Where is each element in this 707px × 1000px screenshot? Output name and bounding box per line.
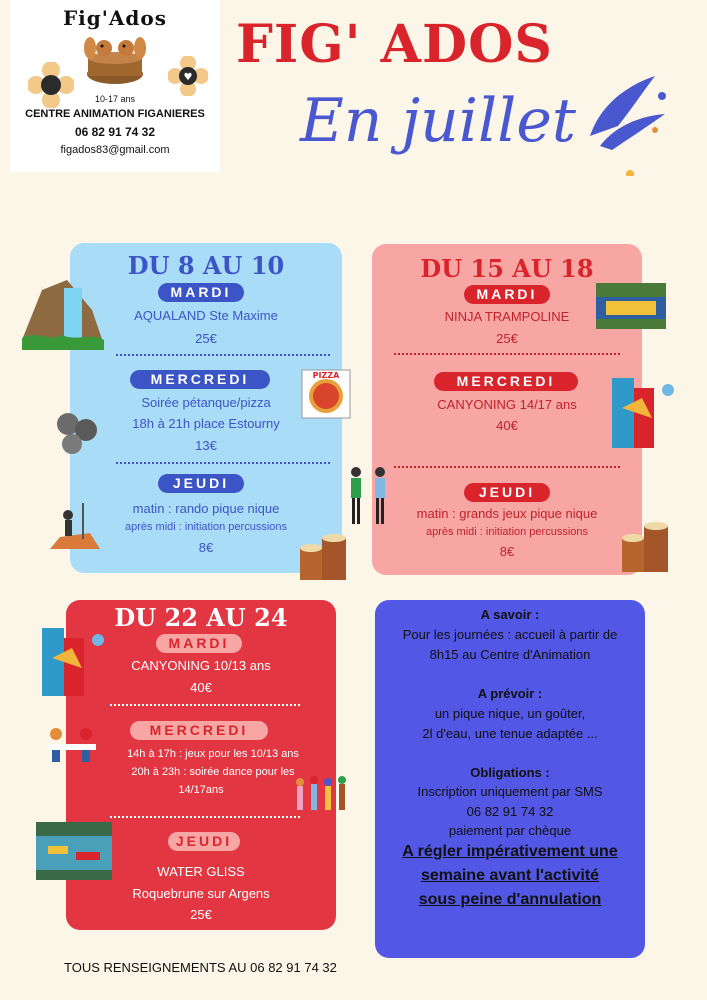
info-warning-line1: A régler impérativement une xyxy=(402,843,618,860)
week2-jeudi-morning: matin : grands jeux pique nique xyxy=(416,506,598,521)
week2-jeudi-label: JEUDI xyxy=(464,483,550,502)
week3-title: DU 22 AU 24 xyxy=(114,603,288,632)
drums-image xyxy=(620,520,670,574)
week3-mercredi-line3: 14/17ans xyxy=(178,784,224,796)
drums-image xyxy=(298,530,348,582)
board-game-image xyxy=(44,722,100,764)
info-obligations-line3: paiement par chèque xyxy=(448,823,572,838)
week2-mardi-label: MARDI xyxy=(464,285,550,304)
squirrels-basket-icon xyxy=(82,34,148,86)
subtitle: En juillet xyxy=(300,86,576,156)
info-obligations-phone: 06 82 91 74 32 xyxy=(466,804,554,819)
separator xyxy=(110,704,300,706)
week1-mercredi-label: MERCREDI xyxy=(130,370,270,389)
week1-title: DU 8 AU 10 xyxy=(127,251,285,280)
week1-jeudi-price: 8€ xyxy=(198,540,214,555)
petanque-balls-image xyxy=(54,410,100,456)
week3-card xyxy=(66,600,336,930)
water-park-image xyxy=(36,822,112,880)
pizza-box-label: PIZZA xyxy=(312,371,340,380)
week1-jeudi-label: JEUDI xyxy=(158,474,244,493)
main-title: FIG' ADOS xyxy=(236,14,553,75)
week2-jeudi-price: 8€ xyxy=(499,544,515,559)
logo-name: Fig'Ados xyxy=(62,6,167,30)
separator xyxy=(110,816,300,818)
heart-flower-icon xyxy=(168,56,208,96)
logo-phone: 06 82 91 74 32 xyxy=(74,125,156,139)
week1-mercredi-price: 13€ xyxy=(195,438,217,453)
week1-jeudi-morning: matin : rando pique nique xyxy=(132,501,280,516)
separator xyxy=(394,353,620,355)
week2-mercredi-price: 40€ xyxy=(496,418,518,433)
week3-jeudi-location: Roquebrune sur Argens xyxy=(132,886,270,901)
paint-splash-icon xyxy=(570,66,670,176)
week1-mercredi-time: 18h à 21h place Estourny xyxy=(132,416,280,431)
canyoning-image xyxy=(42,628,106,696)
info-prevoir-line2: 2l d'eau, une tenue adaptée ... xyxy=(422,726,598,741)
week3-jeudi-price: 25€ xyxy=(190,907,212,922)
logo-age: 10-17 ans xyxy=(94,94,136,104)
week1-mardi-price: 25€ xyxy=(195,331,217,346)
week3-mardi-price: 40€ xyxy=(190,680,212,695)
info-prevoir-line1: un pique nique, un goûter, xyxy=(434,706,586,721)
logo xyxy=(10,0,220,172)
info-warning-line2: semaine avant l'activité xyxy=(420,867,600,884)
week2-mercredi-activity: CANYONING 14/17 ans xyxy=(437,397,577,412)
info-prevoir-title: A prévoir : xyxy=(477,686,543,701)
canyoning-image xyxy=(612,378,676,448)
logo-email: figados83@gmail.com xyxy=(60,144,170,156)
separator xyxy=(394,466,620,468)
week2-title: DU 15 AU 18 xyxy=(420,254,594,283)
week1-jeudi-afternoon: après midi : initiation percussions xyxy=(124,521,288,533)
week3-jeudi-activity: WATER GLISS xyxy=(157,864,245,879)
week3-mercredi-line2: 20h à 23h : soirée dance pour les xyxy=(131,766,295,778)
footer-info: TOUS RENSEIGNEMENTS AU 06 82 91 74 32 xyxy=(64,960,337,975)
info-savoir-line1: Pour les journées : accueil à partir de xyxy=(402,627,618,642)
week1-mardi-label: MARDI xyxy=(158,283,244,302)
hiking-image xyxy=(50,497,100,549)
week2-mardi-price: 25€ xyxy=(496,331,518,346)
separator xyxy=(116,462,330,464)
svg-text:♥: ♥ xyxy=(183,72,193,83)
waterfall-image xyxy=(22,280,104,350)
week2-mardi-activity: NINJA TRAMPOLINE xyxy=(444,309,570,324)
week3-jeudi-label: JEUDI xyxy=(168,832,240,851)
logo-center-name: CENTRE ANIMATION FIGANIERES xyxy=(25,108,205,120)
week2-mercredi-label: MERCREDI xyxy=(434,372,578,391)
week2-jeudi-afternoon: après midi : initiation percussions xyxy=(425,526,589,538)
week1-mardi-activity: AQUALAND Ste Maxime xyxy=(134,308,278,323)
week3-mercredi-line1: 14h à 17h : jeux pour les 10/13 ans xyxy=(127,748,299,760)
week1-mercredi-activity: Soirée pétanque/pizza xyxy=(141,395,271,410)
info-obligations-title: Obligations : xyxy=(470,765,550,780)
info-savoir-line2: 8h15 au Centre d'Animation xyxy=(429,647,591,662)
dancers-image xyxy=(292,774,352,814)
info-card xyxy=(375,600,645,958)
trampoline-park-image xyxy=(596,283,666,329)
info-savoir-title: A savoir : xyxy=(480,607,540,622)
info-obligations-line1: Inscription uniquement par SMS xyxy=(417,784,603,799)
week3-mardi-activity: CANYONING 10/13 ans xyxy=(131,658,271,673)
week3-mardi-label: MARDI xyxy=(156,634,242,653)
week3-mercredi-label: MERCREDI xyxy=(130,721,268,740)
people-image xyxy=(344,466,394,526)
separator xyxy=(116,354,330,356)
pizza-box-image xyxy=(300,366,352,420)
info-warning-line3: sous peine d'annulation xyxy=(418,891,602,908)
